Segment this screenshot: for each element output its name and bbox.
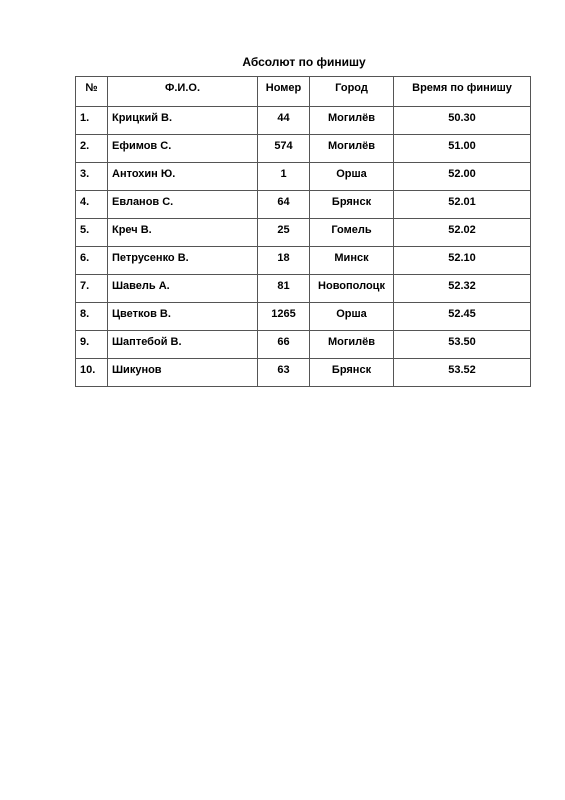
table-row [76, 163, 531, 191]
cell-name: Петрусенко В. [108, 247, 258, 275]
header-number: № [76, 77, 108, 107]
cell-bib: 1 [258, 163, 310, 191]
header-time: Время по финишу [394, 77, 531, 107]
cell-place: 9. [76, 331, 108, 359]
cell-place: 1. [76, 107, 108, 135]
page-title: Абсолют по финишу [242, 55, 366, 69]
cell-name: Евланов С. [108, 191, 258, 219]
cell-bib: 25 [258, 219, 310, 247]
cell-city: Орша [310, 163, 394, 191]
cell-time: 51.00 [394, 135, 531, 163]
cell-city: Орша [310, 303, 394, 331]
cell-city: Гомель [310, 219, 394, 247]
cell-bib: 81 [258, 275, 310, 303]
table-row [76, 191, 531, 219]
cell-bib: 574 [258, 135, 310, 163]
table-header-row [76, 77, 531, 107]
cell-place: 5. [76, 219, 108, 247]
cell-time: 52.00 [394, 163, 531, 191]
cell-name: Цветков В. [108, 303, 258, 331]
cell-name: Антохин Ю. [108, 163, 258, 191]
cell-bib: 1265 [258, 303, 310, 331]
cell-city: Могилёв [310, 135, 394, 163]
cell-city: Минск [310, 247, 394, 275]
cell-time: 53.52 [394, 359, 531, 387]
cell-bib: 64 [258, 191, 310, 219]
cell-place: 7. [76, 275, 108, 303]
cell-place: 8. [76, 303, 108, 331]
cell-name: Крицкий В. [108, 107, 258, 135]
table-row [76, 303, 531, 331]
table-row [76, 275, 531, 303]
table-row [76, 135, 531, 163]
cell-name: Шавель А. [108, 275, 258, 303]
cell-place: 10. [76, 359, 108, 387]
cell-bib: 44 [258, 107, 310, 135]
cell-place: 3. [76, 163, 108, 191]
results-table [75, 76, 531, 387]
header-bib: Номер [258, 77, 310, 107]
table-row [76, 331, 531, 359]
cell-time: 52.45 [394, 303, 531, 331]
cell-time: 53.50 [394, 331, 531, 359]
table-row [76, 359, 531, 387]
table-row [76, 219, 531, 247]
cell-time: 52.02 [394, 219, 531, 247]
cell-place: 2. [76, 135, 108, 163]
cell-place: 4. [76, 191, 108, 219]
table-row [76, 107, 531, 135]
cell-name: Шаптебой В. [108, 331, 258, 359]
cell-city: Брянск [310, 359, 394, 387]
cell-city: Брянск [310, 191, 394, 219]
cell-bib: 18 [258, 247, 310, 275]
cell-time: 52.01 [394, 191, 531, 219]
cell-place: 6. [76, 247, 108, 275]
cell-bib: 66 [258, 331, 310, 359]
cell-city: Могилёв [310, 331, 394, 359]
header-name: Ф.И.О. [108, 77, 258, 107]
cell-time: 50.30 [394, 107, 531, 135]
table-row [76, 247, 531, 275]
cell-time: 52.10 [394, 247, 531, 275]
header-city: Город [310, 77, 394, 107]
cell-name: Шикунов [108, 359, 258, 387]
cell-bib: 63 [258, 359, 310, 387]
cell-name: Ефимов С. [108, 135, 258, 163]
cell-name: Креч В. [108, 219, 258, 247]
cell-time: 52.32 [394, 275, 531, 303]
cell-city: Новополоцк [310, 275, 394, 303]
cell-city: Могилёв [310, 107, 394, 135]
